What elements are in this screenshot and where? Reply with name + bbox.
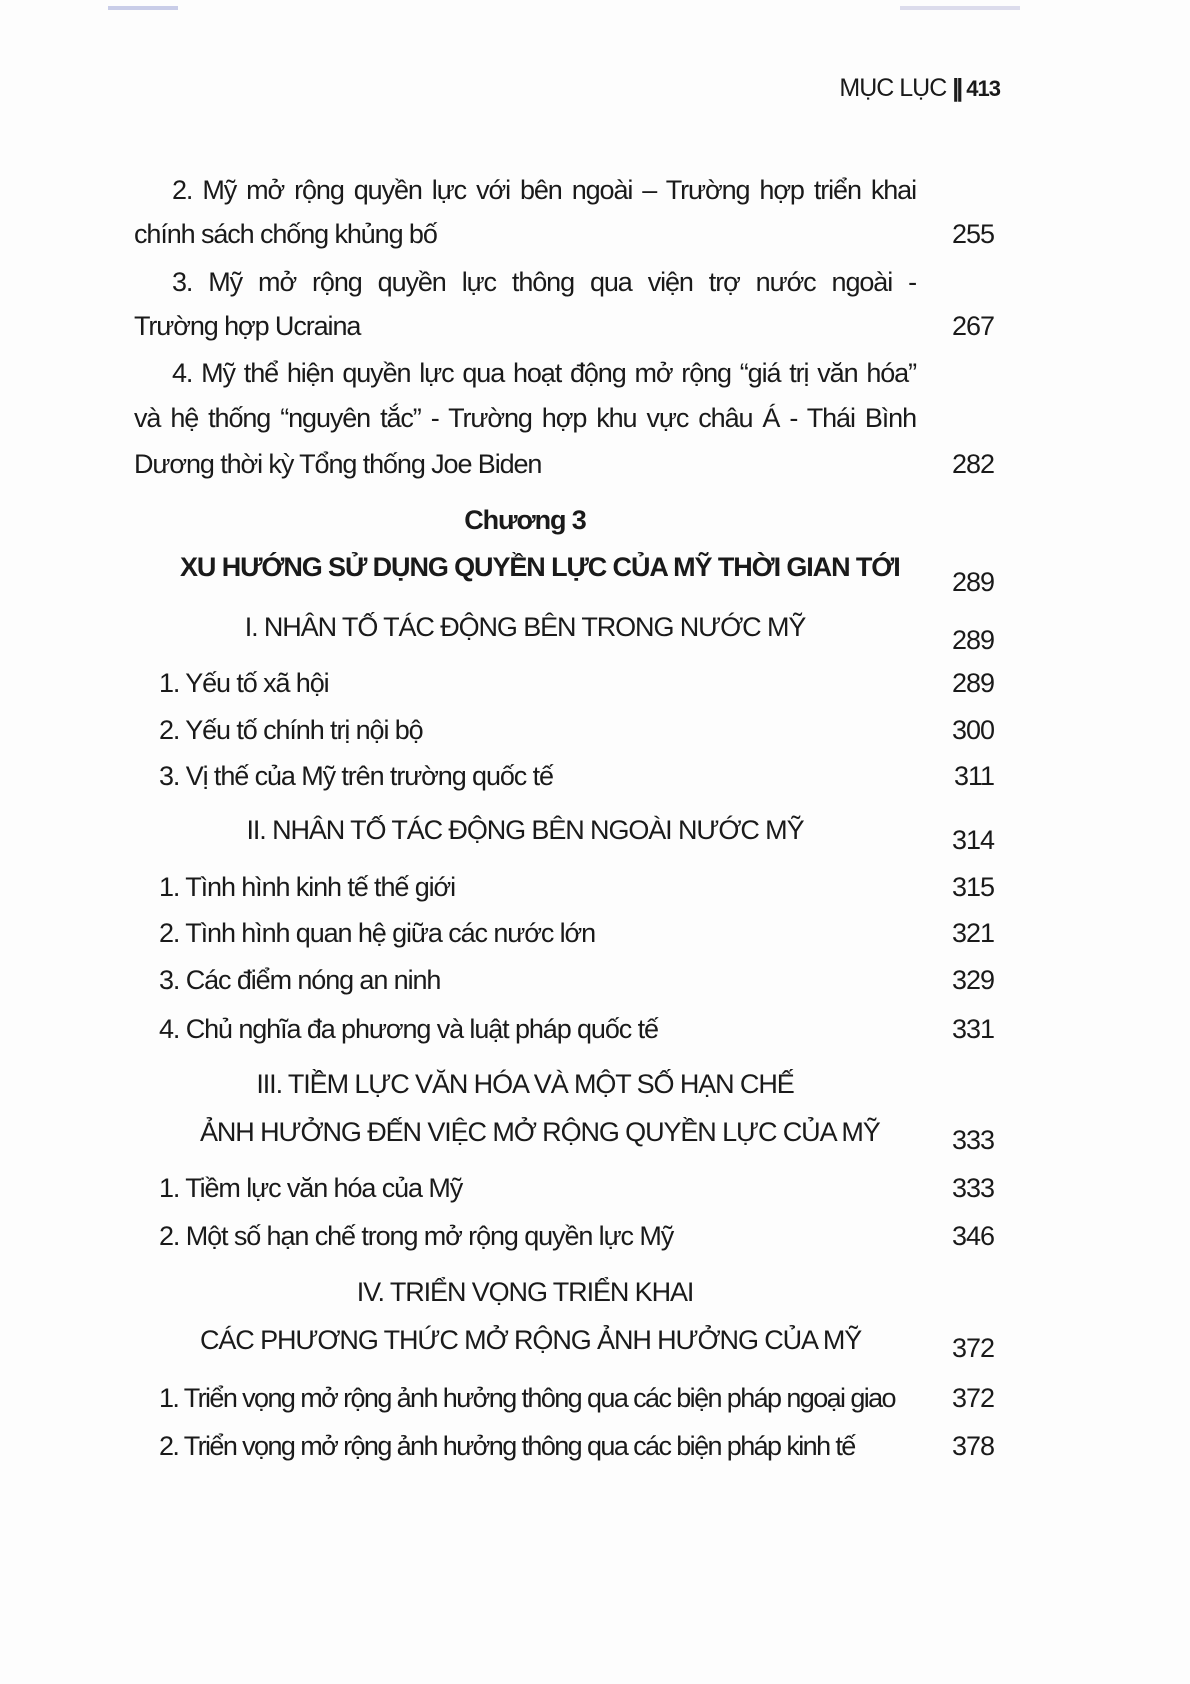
toc-item: 2. Yếu tố chính trị nội bộ (159, 715, 423, 745)
toc-page-number: 331 (951, 1014, 994, 1044)
toc-entry-line: Dương thời kỳ Tổng thống Joe Biden (134, 449, 542, 479)
toc-page-number: 346 (951, 1221, 994, 1251)
header-page-number: 413 (966, 76, 1000, 101)
header-section: MỤC LỤC (839, 74, 947, 102)
toc-item: 3. Các điểm nóng an ninh (159, 965, 441, 995)
chapter-title: XU HƯỚNG SỬ DỤNG QUYỀN LỰC CỦA MỸ THỜI GIAN TỚI (180, 552, 900, 582)
section-title: II. NHÂN TỐ TÁC ĐỘNG BÊN NGOÀI NƯỚC MỸ (246, 815, 804, 845)
toc-item: 4. Chủ nghĩa đa phương và luật pháp quốc tế (159, 1014, 658, 1044)
scan-artifact (900, 6, 1020, 10)
section-title: CÁC PHƯƠNG THỨC MỞ RỘNG ẢNH HƯỞNG CỦA MỸ (200, 1325, 862, 1355)
toc-page-number: 289 (951, 668, 994, 698)
toc-item: 2. Triển vọng mở rộng ảnh hưởng thông qua các biện pháp kinh tế (159, 1431, 855, 1461)
toc-page-number: 329 (951, 965, 994, 995)
toc-page-number: 378 (951, 1431, 994, 1461)
toc-item: 1. Triển vọng mở rộng ảnh hưởng thông qua các biện pháp ngoại giao (159, 1383, 895, 1413)
scan-artifact (108, 6, 178, 10)
toc-page-number: 315 (951, 872, 994, 902)
toc-item: 3. Vị thế của Mỹ trên trường quốc tế (159, 761, 553, 791)
toc-entry-line: chính sách chống khủng bố (134, 219, 437, 249)
toc-entry-line: Trường hợp Ucraina (134, 311, 361, 341)
section-title: III. TIỀM LỰC VĂN HÓA VÀ MỘT SỐ HẠN CHẾ (256, 1069, 794, 1099)
toc-page-number: 333 (951, 1125, 994, 1155)
toc-entry-line: 2. Mỹ mở rộng quyền lực với bên ngoài – Trường hợp triển khai (172, 175, 916, 205)
chapter-label: Chương 3 (464, 505, 586, 535)
toc-item: 1. Yếu tố xã hội (159, 668, 329, 698)
toc-page-number: 333 (951, 1173, 994, 1203)
section-title: ẢNH HƯỞNG ĐẾN VIỆC MỞ RỘNG QUYỀN LỰC CỦA MỸ (200, 1117, 880, 1147)
toc-item: 2. Tình hình quan hệ giữa các nước lớn (159, 918, 596, 948)
toc-page-number: 372 (951, 1333, 994, 1363)
toc-page-number: 314 (951, 825, 994, 855)
toc-item: 2. Một số hạn chế trong mở rộng quyền lực Mỹ (159, 1221, 674, 1251)
toc-page-number: 300 (951, 715, 994, 745)
toc-page-number: 372 (951, 1383, 994, 1413)
toc-entry-line: và hệ thống “nguyên tắc” - Trường hợp khu vực châu Á - Thái Bình (134, 403, 916, 433)
toc-item: 1. Tiềm lực văn hóa của Mỹ (159, 1173, 463, 1203)
running-header (839, 74, 1000, 103)
toc-page-number: 267 (951, 311, 994, 341)
toc-page-number: 255 (951, 219, 994, 249)
toc-page-number: 321 (951, 918, 994, 948)
section-title: I. NHÂN TỐ TÁC ĐỘNG BÊN TRONG NƯỚC MỸ (244, 612, 806, 642)
toc-page-number: 289 (951, 567, 994, 597)
toc-entry-line: 3. Mỹ mở rộng quyền lực thông qua viện trợ nước ngoài - (172, 267, 916, 297)
toc-page-number: 289 (951, 625, 994, 655)
toc-page-number: 282 (951, 449, 994, 479)
section-title: IV. TRIỂN VỌNG TRIỂN KHAI (356, 1277, 694, 1307)
header-separator: || (952, 74, 961, 102)
toc-item: 1. Tình hình kinh tế thế giới (159, 872, 456, 902)
toc-page-number: 311 (953, 761, 994, 791)
toc-entry-line: 4. Mỹ thể hiện quyền lực qua hoạt động mở rộng “giá trị văn hóa” (172, 358, 916, 388)
